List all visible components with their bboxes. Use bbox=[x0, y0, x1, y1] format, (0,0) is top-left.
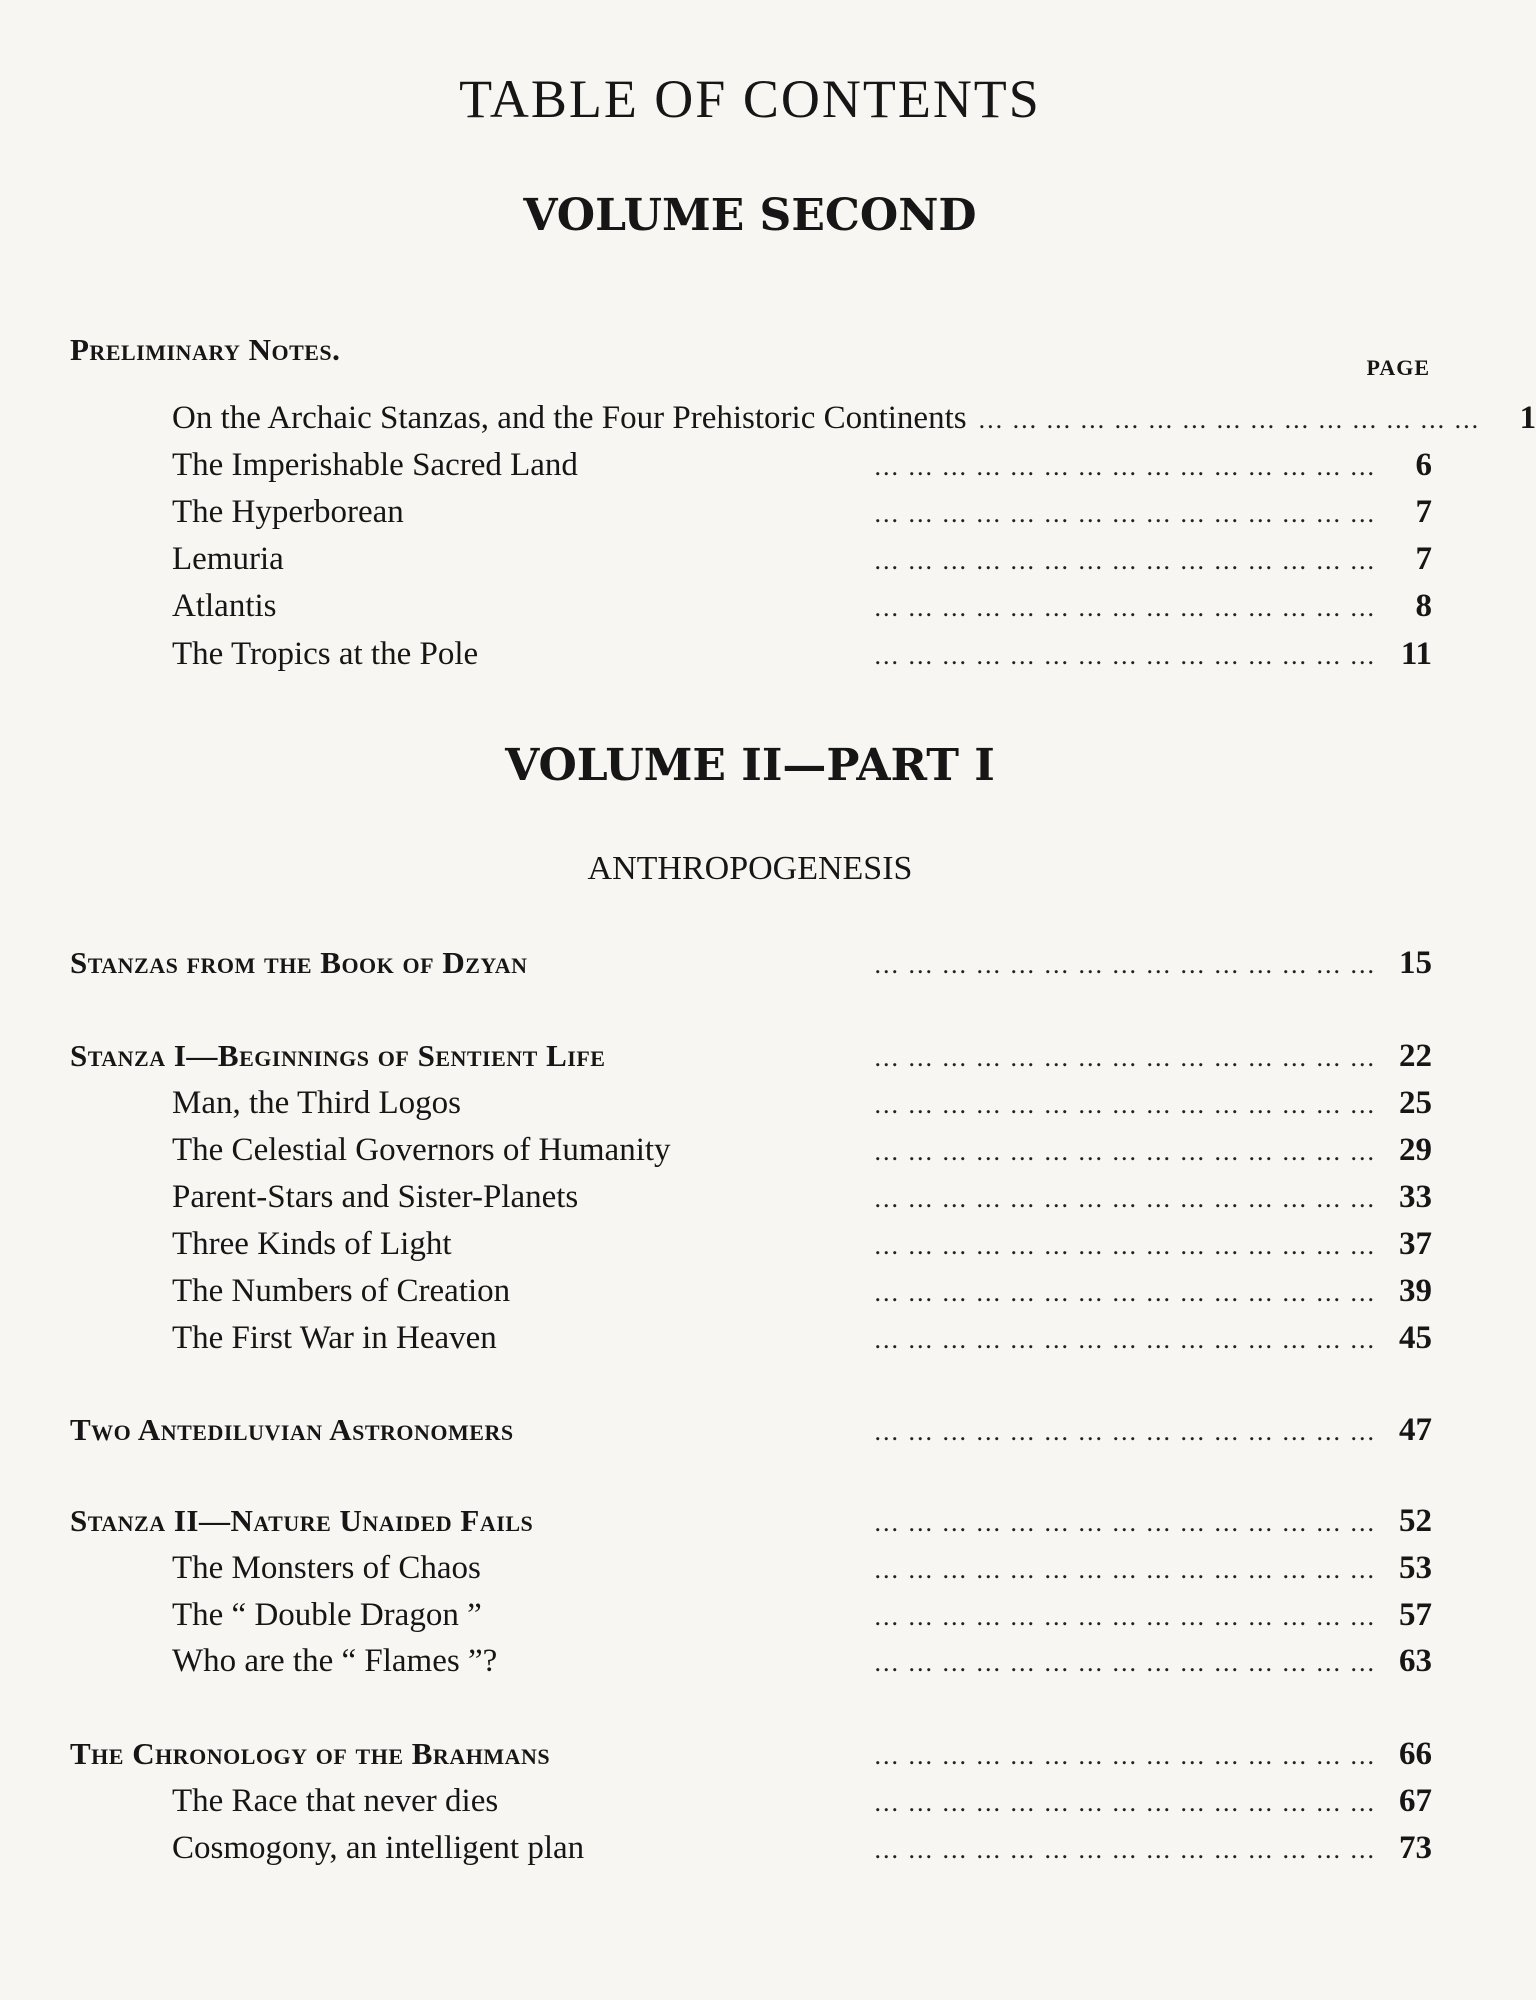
toc-entry bbox=[70, 1132, 1432, 1176]
toc-entry-title: The Celestial Governors of Humanity bbox=[172, 1132, 671, 1168]
toc-entry bbox=[70, 1226, 1432, 1270]
toc-entry-title: The Numbers of Creation bbox=[172, 1273, 511, 1309]
toc-page-number: 15 bbox=[1399, 945, 1432, 981]
toc-entry-title: Man, the Third Logos bbox=[172, 1085, 462, 1121]
toc-entry bbox=[70, 1783, 1432, 1827]
page-column-label: PAGE bbox=[1366, 355, 1430, 380]
toc-page-number: 25 bbox=[1399, 1085, 1432, 1121]
leader-dots: ... ... ... ... ... ... ... ... ... ... ... ... ... ... ... bbox=[874, 1741, 1376, 1770]
part-heading: VOLUME II—PART I bbox=[505, 740, 995, 791]
toc-entry-title: Stanza II—Nature Unaided Fails bbox=[70, 1503, 534, 1538]
volume-heading: VOLUME SECOND bbox=[523, 190, 977, 241]
toc-entry bbox=[70, 1643, 1432, 1687]
leader-dots: ... ... ... ... ... ... ... ... ... ... ... ... ... ... ... bbox=[874, 1835, 1376, 1864]
toc-entry bbox=[70, 1830, 1432, 1874]
leader-dots: ... ... ... ... ... ... ... ... ... ... ... ... ... ... ... bbox=[874, 593, 1376, 622]
toc-section bbox=[70, 332, 1432, 376]
toc-entry-title: Three Kinds of Light bbox=[172, 1226, 452, 1262]
leader-dots: ... ... ... ... ... ... ... ... ... ... ... ... ... ... ... bbox=[874, 499, 1376, 528]
leader-dots: ... ... ... ... ... ... ... ... ... ... ... ... ... ... ... bbox=[874, 1602, 1376, 1631]
toc-entry bbox=[70, 1550, 1432, 1594]
leader-dots: ... ... ... ... ... ... ... ... ... ... ... ... ... ... ... bbox=[874, 1417, 1376, 1446]
toc-page-number: 8 bbox=[1415, 588, 1432, 624]
toc-page-number: 66 bbox=[1399, 1736, 1432, 1772]
leader-dots: ... ... ... ... ... ... ... ... ... ... ... ... ... ... ... bbox=[874, 1278, 1376, 1307]
leader-dots: ... ... ... ... ... ... ... ... ... ... ... ... ... ... ... bbox=[874, 1788, 1376, 1817]
toc-entry bbox=[70, 1179, 1432, 1223]
toc-section bbox=[70, 1736, 1432, 1780]
toc-entry-title: The First War in Heaven bbox=[172, 1320, 497, 1356]
toc-entry bbox=[70, 494, 1432, 538]
leader-dots: ... ... ... ... ... ... ... ... ... ... ... ... ... ... ... bbox=[874, 1090, 1376, 1119]
toc-entry-title: Stanzas from the Book of Dzyan bbox=[70, 945, 528, 980]
toc-page-number: 7 bbox=[1415, 541, 1432, 577]
toc-entry-title: The Chronology of the Brahmans bbox=[70, 1736, 551, 1771]
toc-page-number: 45 bbox=[1399, 1320, 1432, 1356]
toc-entry-title: Lemuria bbox=[172, 541, 284, 577]
toc-page-number: 39 bbox=[1399, 1273, 1432, 1309]
leader-dots: ... ... ... ... ... ... ... ... ... ... ... ... ... ... ... bbox=[874, 1508, 1376, 1537]
toc-page-number: 33 bbox=[1399, 1179, 1432, 1215]
toc-entry-title: On the Archaic Stanzas, and the Four Prehistoric Continents bbox=[172, 400, 967, 436]
toc-entry bbox=[70, 400, 1536, 444]
leader-dots: ... ... ... ... ... ... ... ... ... ... ... ... ... ... ... bbox=[874, 1137, 1376, 1166]
toc-entry bbox=[70, 636, 1432, 680]
toc-entry-title: The “ Double Dragon ” bbox=[172, 1597, 482, 1633]
toc-page-number: 11 bbox=[1400, 636, 1432, 672]
leader-dots: ... ... ... ... ... ... ... ... ... ... ... ... ... ... ... bbox=[874, 546, 1376, 575]
toc-entry bbox=[70, 1320, 1432, 1364]
toc-entry bbox=[70, 1273, 1432, 1317]
page-title: TABLE OF CONTENTS bbox=[459, 69, 1041, 129]
toc-page-number: 47 bbox=[1399, 1412, 1432, 1448]
toc-page-number: 37 bbox=[1399, 1226, 1432, 1262]
leader-dots: ... ... ... ... ... ... ... ... ... ... ... ... ... ... ... bbox=[874, 641, 1376, 670]
toc-entry-title: Two Antediluvian Astronomers bbox=[70, 1412, 514, 1447]
leader-dots: ... ... ... ... ... ... ... ... ... ... ... ... ... ... ... bbox=[874, 1184, 1376, 1213]
toc-entry-title: Stanza I—Beginnings of Sentient Life bbox=[70, 1038, 606, 1073]
leader-dots: ... ... ... ... ... ... ... ... ... ... ... ... ... ... ... bbox=[874, 950, 1376, 979]
toc-page-number: 1 bbox=[1519, 400, 1536, 436]
toc-page-number: 22 bbox=[1399, 1038, 1432, 1074]
toc-page-number: 7 bbox=[1415, 494, 1432, 530]
toc-section bbox=[70, 945, 1432, 989]
leader-dots: ... ... ... ... ... ... ... ... ... ... ... ... ... ... ... bbox=[874, 1555, 1376, 1584]
toc-entry-title: The Hyperborean bbox=[172, 494, 404, 530]
leader-dots: ... ... ... ... ... ... ... ... ... ... ... ... ... ... ... bbox=[978, 405, 1481, 434]
toc-entry-title: The Imperishable Sacred Land bbox=[172, 447, 578, 483]
toc-entry-title: Cosmogony, an intelligent plan bbox=[172, 1830, 585, 1866]
toc-page-number: 53 bbox=[1399, 1550, 1432, 1586]
toc-entry bbox=[70, 447, 1432, 491]
toc-section bbox=[70, 1038, 1432, 1082]
toc-entry bbox=[70, 541, 1432, 585]
leader-dots: ... ... ... ... ... ... ... ... ... ... ... ... ... ... ... bbox=[874, 1043, 1376, 1072]
toc-entry-title: The Monsters of Chaos bbox=[172, 1550, 481, 1586]
toc-section bbox=[70, 1503, 1432, 1547]
toc-page-number: 52 bbox=[1399, 1503, 1432, 1539]
toc-page-number: 6 bbox=[1415, 447, 1432, 483]
toc-section bbox=[70, 1412, 1432, 1456]
toc-page-number: 29 bbox=[1399, 1132, 1432, 1168]
toc-entry bbox=[70, 1597, 1432, 1641]
toc-entry-title: Who are the “ Flames ”? bbox=[172, 1643, 498, 1679]
toc-page-number: 57 bbox=[1399, 1597, 1432, 1633]
leader-dots: ... ... ... ... ... ... ... ... ... ... ... ... ... ... ... bbox=[874, 1325, 1376, 1354]
leader-dots: ... ... ... ... ... ... ... ... ... ... ... ... ... ... ... bbox=[874, 1231, 1376, 1260]
toc-page-number: 63 bbox=[1399, 1643, 1432, 1679]
toc-entry-title: Parent-Stars and Sister-Planets bbox=[172, 1179, 579, 1215]
part-subheading: ANTHROPOGENESIS bbox=[587, 850, 913, 887]
leader-dots: ... ... ... ... ... ... ... ... ... ... ... ... ... ... ... bbox=[874, 452, 1376, 481]
toc-entry-title: The Race that never dies bbox=[172, 1783, 499, 1819]
toc-entry bbox=[70, 588, 1432, 632]
toc-page-number: 67 bbox=[1399, 1783, 1432, 1819]
toc-page-number: 73 bbox=[1399, 1830, 1432, 1866]
toc-entry bbox=[70, 1085, 1432, 1129]
toc-entry-title: The Tropics at the Pole bbox=[172, 636, 479, 672]
toc-entry-title: Atlantis bbox=[172, 588, 277, 624]
leader-dots: ... ... ... ... ... ... ... ... ... ... ... ... ... ... ... bbox=[874, 1648, 1376, 1677]
toc-entry-title: Preliminary Notes. bbox=[70, 332, 341, 367]
